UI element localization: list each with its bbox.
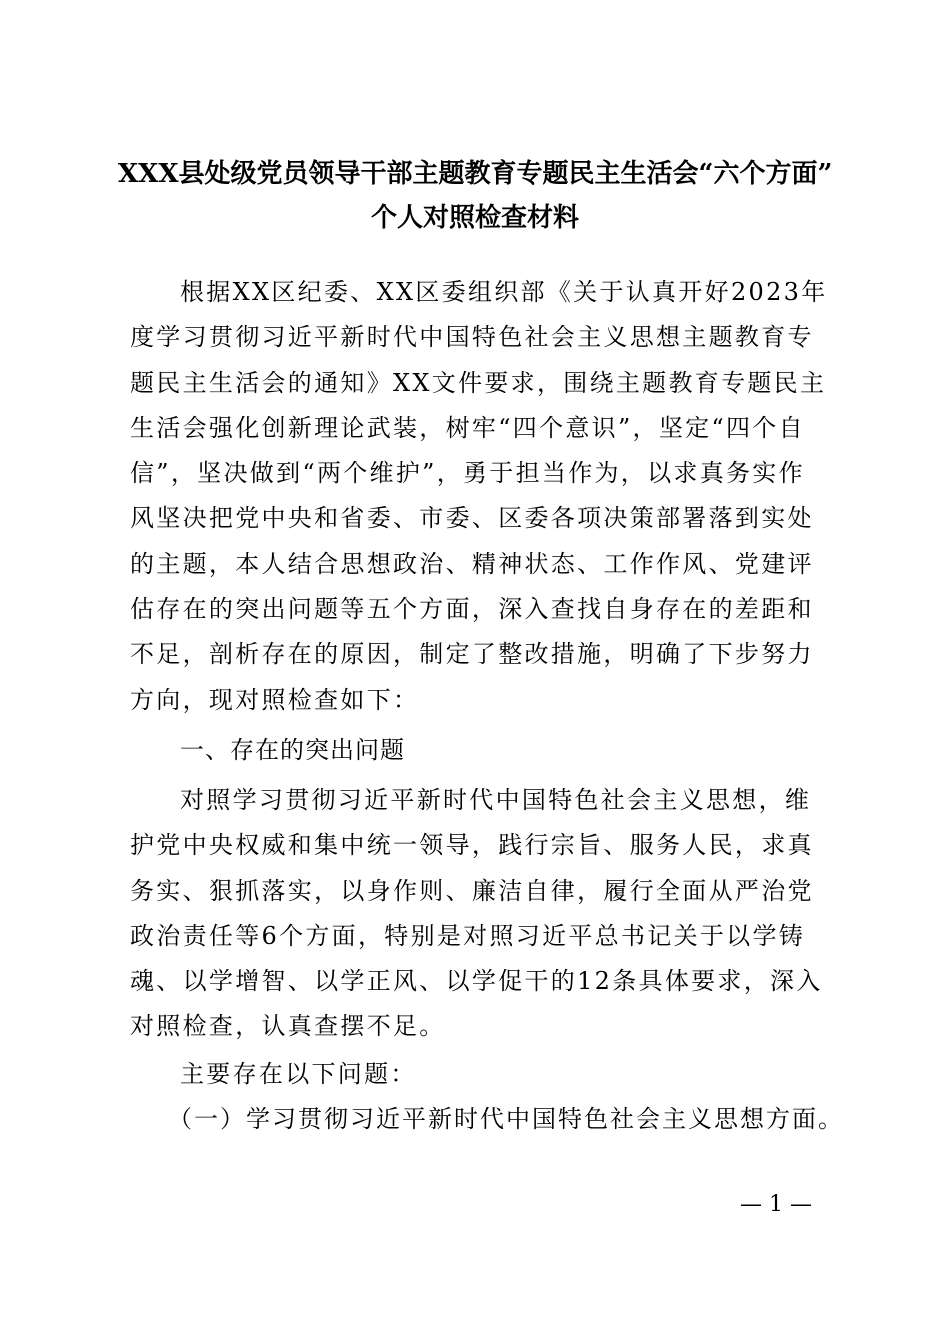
intro-section	[130, 270, 830, 723]
page-number: — 1 —	[740, 1192, 812, 1217]
section-1-paragraph: 对照学习贯彻习近平新时代中国特色社会主义思想，维护党中央权威和集中统一领导，践行宗旨、服务人民，求真务实、狠抓落实，以身作则、廉洁自律，履行全面从严治党政治责任等6个方面，特别是对照习近平总书记关于以学铸魂、以学增智、以学正风、以学促干的12条具体要求，深入对照检查，认真查摆不足。	[130, 786, 823, 1041]
document-title-line-1: XXX县处级党员领导干部主题教育专题民主生活会“六个方面”	[118, 159, 833, 189]
document-title-line-2: 个人对照检查材料	[370, 203, 579, 233]
intro-paragraph: 根据XX区纪委、XX区委组织部《关于认真开好2023年度学习贯彻习近平新时代中国特色社会主义思想主题教育专题民主生活会的通知》XX文件要求，围绕主题教育专题民主生活会强化创新理论武装，树牢“四个意识”，坚定“四个自信”，坚决做到“两个维护”，勇于担当作为，以求真务实作风坚决把党中央和省委、市委、区委各项决策部署落到实处的主题，本人结合思想政治、精神状态、工作作风、党建评估存在的突出问题等五个方面，深入查找自身存在的差距和不足，剖析存在的原因，制定了整改措施，明确了下步努力方向，现对照检查如下：	[130, 278, 828, 714]
main-problems-label: 主要存在以下问题：	[180, 1060, 417, 1088]
subsection-1-heading: （一）学习贯彻习近平新时代中国特色社会主义思想方面。	[168, 1105, 844, 1133]
section-1-heading: 一、存在的突出问题	[180, 736, 405, 764]
section-1-body	[130, 778, 830, 1050]
